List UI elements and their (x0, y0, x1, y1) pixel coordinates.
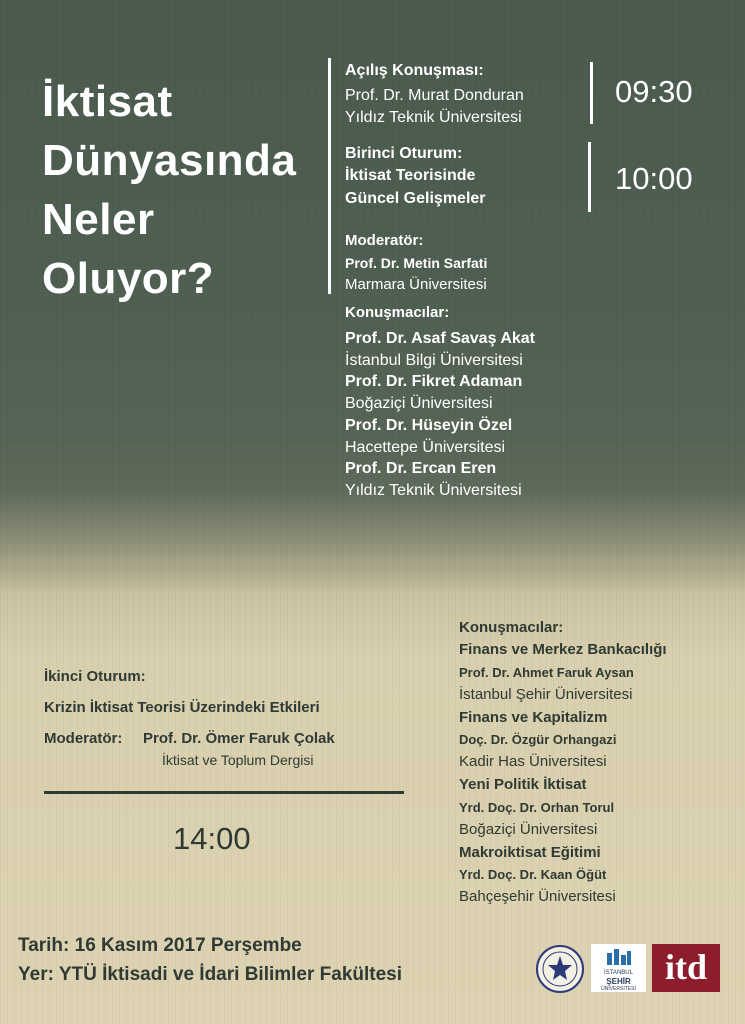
title-line: Dünyasında (42, 136, 297, 185)
opening-speaker: Prof. Dr. Murat Donduran (345, 87, 524, 104)
title-line: İktisat (42, 77, 173, 126)
sehir-logo-text: ÜNİVERSİTESİ (601, 986, 636, 992)
talk-topic: Yeni Politik İktisat (459, 776, 587, 793)
opening-affiliation: Yıldız Teknik Üniversitesi (345, 109, 522, 126)
session1-speakers-label: Konuşmacılar: (345, 304, 450, 321)
speaker-name: Prof. Dr. Ercan Eren (345, 460, 497, 477)
session2-heading: İkinci Oturum: (44, 668, 146, 685)
sehir-logo-icon (605, 947, 633, 965)
sehir-logo-text: İSTANBUL (604, 970, 633, 976)
talk-topic: Finans ve Merkez Bankacılığı (459, 641, 667, 658)
talk-topic: Finans ve Kapitalizm (459, 709, 608, 726)
ytu-logo (535, 944, 585, 992)
time-divider-opening (590, 62, 593, 124)
event-date: Tarih: 16 Kasım 2017 Perşembe (18, 935, 302, 956)
talk-topic: Makroiktisat Eğitimi (459, 844, 601, 861)
title-line: Neler (42, 195, 155, 244)
speaker-affiliation: İstanbul Bilgi Üniversitesi (345, 352, 523, 369)
session2-moderator-name: Prof. Dr. Ömer Faruk Çolak (143, 730, 335, 747)
opening-heading: Açılış Konuşması: (345, 62, 484, 79)
speaker-affiliation: Yıldız Teknik Üniversitesi (345, 482, 522, 499)
talk-affiliation: Bahçeşehir Üniversitesi (459, 888, 616, 905)
talk-speaker: Yrd. Doç. Dr. Orhan Torul (459, 800, 615, 815)
session1-time: 10:00 (615, 161, 693, 196)
talk-affiliation: Kadir Has Üniversitesi (459, 753, 607, 770)
session2-speakers-label: Konuşmacılar: (459, 619, 564, 636)
talk-speaker: Yrd. Doç. Dr. Kaan Öğüt (459, 867, 607, 882)
event-venue: Yer: YTÜ İktisadi ve İdari Bilimler Fakültesi (18, 964, 403, 985)
sehir-university-logo (591, 944, 646, 992)
talk-speaker: Doç. Dr. Özgür Orhangazi (459, 732, 617, 747)
session2-topic: Krizin İktisat Teorisi Üzerindeki Etkileri (44, 699, 320, 716)
talk-affiliation: Boğaziçi Üniversitesi (459, 821, 598, 838)
session1-moderator-label: Moderatör: (345, 232, 424, 249)
speaker-affiliation: Boğaziçi Üniversitesi (345, 395, 493, 412)
itd-logo: itd (652, 944, 720, 992)
session2-moderator-affiliation: İktisat ve Toplum Dergisi (162, 752, 314, 768)
speaker-name: Prof. Dr. Fikret Adaman (345, 373, 523, 390)
speaker-affiliation: Hacettepe Üniversitesi (345, 439, 506, 456)
session1-moderator-affiliation: Marmara Üniversitesi (345, 276, 487, 293)
session1-topic-line: Güncel Gelişmeler (345, 190, 486, 207)
left-divider (328, 58, 331, 294)
talk-affiliation: İstanbul Şehir Üniversitesi (459, 686, 633, 703)
session2-time: 14:00 (173, 821, 251, 856)
session1-moderator-name: Prof. Dr. Metin Sarfati (345, 255, 488, 271)
session1-heading: Birinci Oturum: (345, 145, 463, 162)
session2-divider (44, 791, 404, 794)
poster-title (42, 72, 296, 308)
opening-time: 09:30 (615, 74, 693, 109)
speaker-name: Prof. Dr. Hüseyin Özel (345, 417, 513, 434)
speaker-name: Prof. Dr. Asaf Savaş Akat (345, 330, 536, 347)
session1-topic-line: İktisat Teorisinde (345, 167, 476, 184)
talk-speaker: Prof. Dr. Ahmet Faruk Aysan (459, 665, 634, 680)
session2-moderator-label: Moderatör: (44, 730, 123, 747)
time-divider-session1 (588, 142, 591, 212)
sehir-logo-text: ŞEHİR (606, 977, 631, 986)
title-line: Oluyor? (42, 254, 215, 303)
